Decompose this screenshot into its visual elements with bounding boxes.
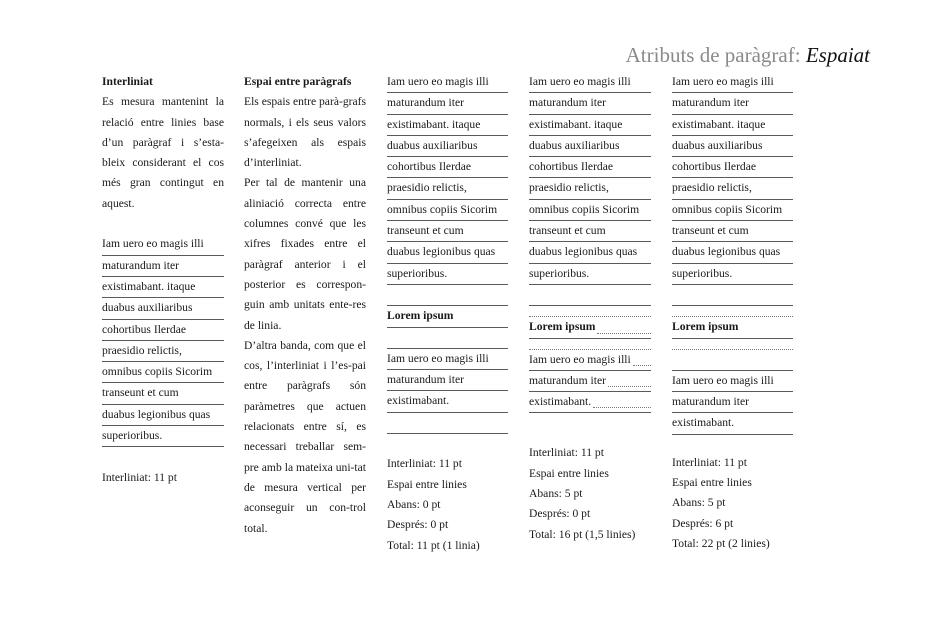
sample-line: omnibus copiis Sicorim <box>529 200 651 221</box>
sample-line: cohortibus Ilerdae <box>102 320 224 341</box>
sample-line: Iam uero eo magis illi <box>529 72 651 93</box>
sample-line: maturandum iter <box>672 392 793 413</box>
page-title-text: Atributs de paràgraf: <box>625 43 801 67</box>
rule-line <box>387 285 508 306</box>
sample-line: maturandum iter <box>672 93 793 114</box>
dotted-rule <box>529 306 651 317</box>
sample-line: superioribus. <box>672 264 793 285</box>
lorem-heading: Lorem ipsum <box>387 306 508 327</box>
rule-line <box>387 413 508 434</box>
sample-line: superioribus. <box>387 264 508 285</box>
lorem-heading: Lorem ipsum <box>672 317 793 338</box>
sample-line: existimabant. itaque <box>529 115 651 136</box>
dot-leader <box>608 371 651 387</box>
sample-line: maturandum iter <box>387 93 508 114</box>
rule-line <box>672 350 793 371</box>
sample-line: superioribus. <box>102 426 224 447</box>
spec-line: Interliniat: 11 pt <box>529 446 604 460</box>
example-3-text <box>672 72 793 435</box>
sample-line: cohortibus Ilerdae <box>529 157 651 178</box>
sample-line: transeunt et cum <box>102 383 224 404</box>
sample-line: omnibus copiis Sicorim <box>387 200 508 221</box>
sample-line: duabus legionibus quas <box>672 242 793 263</box>
column-example-3 <box>672 72 793 554</box>
sample-line: Iam uero eo magis illi <box>672 72 793 93</box>
sample-line: duabus auxiliaribus <box>102 298 224 319</box>
sample-line: Iam uero eo magis illi <box>529 352 631 366</box>
spacer <box>529 413 651 423</box>
short-text-dotted <box>529 350 651 414</box>
column-interliniat <box>102 72 224 488</box>
sample-line: Iam uero eo magis illi <box>102 234 224 255</box>
sample-line: existimabant. <box>672 413 793 434</box>
spec-line: Espai entre linies <box>529 466 609 480</box>
sample-line: duabus auxiliaribus <box>672 136 793 157</box>
rule-line <box>529 285 651 306</box>
column-example-2 <box>529 72 651 545</box>
spacer <box>387 434 508 454</box>
sample-line: existimabant. itaque <box>102 277 224 298</box>
sample-line-row <box>529 350 651 371</box>
sample-line: maturandum iter <box>529 373 606 387</box>
spec-line: Abans: 5 pt <box>672 496 726 510</box>
lorem-heading: Lorem ipsum <box>529 320 596 334</box>
dotted-rule <box>672 339 793 350</box>
spec-line: Total: 16 pt (1,5 linies) <box>529 527 636 541</box>
sample-line: existimabant. <box>387 391 508 412</box>
spacer <box>102 214 224 234</box>
sample-line: existimabant. <box>529 395 592 409</box>
spacer <box>529 423 651 443</box>
sample-line: maturandum iter <box>529 93 651 114</box>
example-2-text <box>529 72 651 423</box>
dotted-rule <box>529 339 651 350</box>
sample-line: maturandum iter <box>387 370 508 391</box>
spec-line: Interliniat: 11 pt <box>672 455 747 469</box>
sample-line: omnibus copiis Sicorim <box>672 200 793 221</box>
example-1-specs <box>387 454 508 555</box>
sample-line: praesidio relictis, <box>102 341 224 362</box>
spacer <box>102 447 224 467</box>
sample-line: duabus legionibus quas <box>102 405 224 426</box>
example-3-specs <box>672 453 793 554</box>
column-example-1 <box>387 72 508 556</box>
spec-line: Abans: 0 pt <box>387 497 441 511</box>
rule-line <box>387 328 508 349</box>
sample-line: duabus auxiliaribus <box>387 136 508 157</box>
interliniat-sample <box>102 234 224 447</box>
sample-line-row <box>529 371 651 392</box>
sample-line: duabus legionibus quas <box>529 242 651 263</box>
spec-line: Abans: 5 pt <box>529 487 583 501</box>
sample-line: maturandum iter <box>102 256 224 277</box>
sample-line: omnibus copiis Sicorim <box>102 362 224 383</box>
dot-leader <box>597 317 651 333</box>
spec-line: Total: 22 pt (2 linies) <box>672 536 770 550</box>
dot-leader <box>593 392 651 408</box>
sample-line: praesidio relictis, <box>672 178 793 199</box>
espai-para-2: Per tal de mantenir una aliniació correcta entre columnes convé que les xifres fixades entre el paràgraf anterior i el posterior es correspon-guin amb unitats ente-res de linia. <box>244 176 366 332</box>
spec-line: Després: 0 pt <box>387 518 449 532</box>
sample-line: transeunt et cum <box>387 221 508 242</box>
lorem-heading-row <box>529 317 651 338</box>
sample-line-row <box>529 392 651 413</box>
spec-line: Total: 11 pt (1 linia) <box>387 538 480 552</box>
sample-line: duabus legionibus quas <box>387 242 508 263</box>
spec-line: Després: 0 pt <box>529 507 591 521</box>
example-2-specs <box>529 443 651 544</box>
spec-line: Després: 6 pt <box>672 516 734 530</box>
sample-line: praesidio relictis, <box>529 178 651 199</box>
espai-para-3: D’altra banda, com que el cos, l’interliniat i l’es-pai entre paràgrafs són paràmetres que actuen relacionats entre sí, es necessari treballar sem-pre amb la mateixa uni-tat de mesura vertical per aconseguir un con-trol total. <box>244 338 366 535</box>
sample-line: existimabant. itaque <box>387 115 508 136</box>
rule-line <box>672 285 793 306</box>
interliniat-description: Es mesura mantenint la relació entre linies base d’un paràgraf i s’esta-bleix considerant el cos més gran contingut en aquest. <box>102 95 224 210</box>
sample-line: existimabant. itaque <box>672 115 793 136</box>
example-1-text <box>387 72 508 434</box>
column-espai-paragrafs <box>244 72 366 539</box>
sample-line: praesidio relictis, <box>387 178 508 199</box>
spec-line: Espai entre linies <box>672 476 752 490</box>
sample-line: Iam uero eo magis illi <box>387 72 508 93</box>
interliniat-spec: Interliniat: 11 pt <box>102 470 177 484</box>
spec-line: Espai entre linies <box>387 477 467 491</box>
page-title-emphasis: Espaiat <box>805 43 870 67</box>
spacer <box>672 435 793 453</box>
sample-line: transeunt et cum <box>672 221 793 242</box>
spec-line: Interliniat: 11 pt <box>387 457 462 471</box>
sample-line: cohortibus Ilerdae <box>387 157 508 178</box>
sample-line: duabus auxiliaribus <box>529 136 651 157</box>
dot-leader <box>633 350 651 366</box>
sample-line: cohortibus Ilerdae <box>672 157 793 178</box>
sample-line: transeunt et cum <box>529 221 651 242</box>
page-title <box>626 43 870 68</box>
sample-line: Iam uero eo magis illi <box>672 371 793 392</box>
sample-line: superioribus. <box>529 264 651 285</box>
heading-espai-paragrafs: Espai entre paràgrafs <box>244 75 352 88</box>
espai-para-1: Els espais entre parà-grafs normals, i els seus valors s’afegeixen als espais d’interliniat. <box>244 95 367 170</box>
sample-line: Iam uero eo magis illi <box>387 349 508 370</box>
heading-interliniat: Interliniat <box>102 75 153 88</box>
dotted-rule <box>672 306 793 317</box>
